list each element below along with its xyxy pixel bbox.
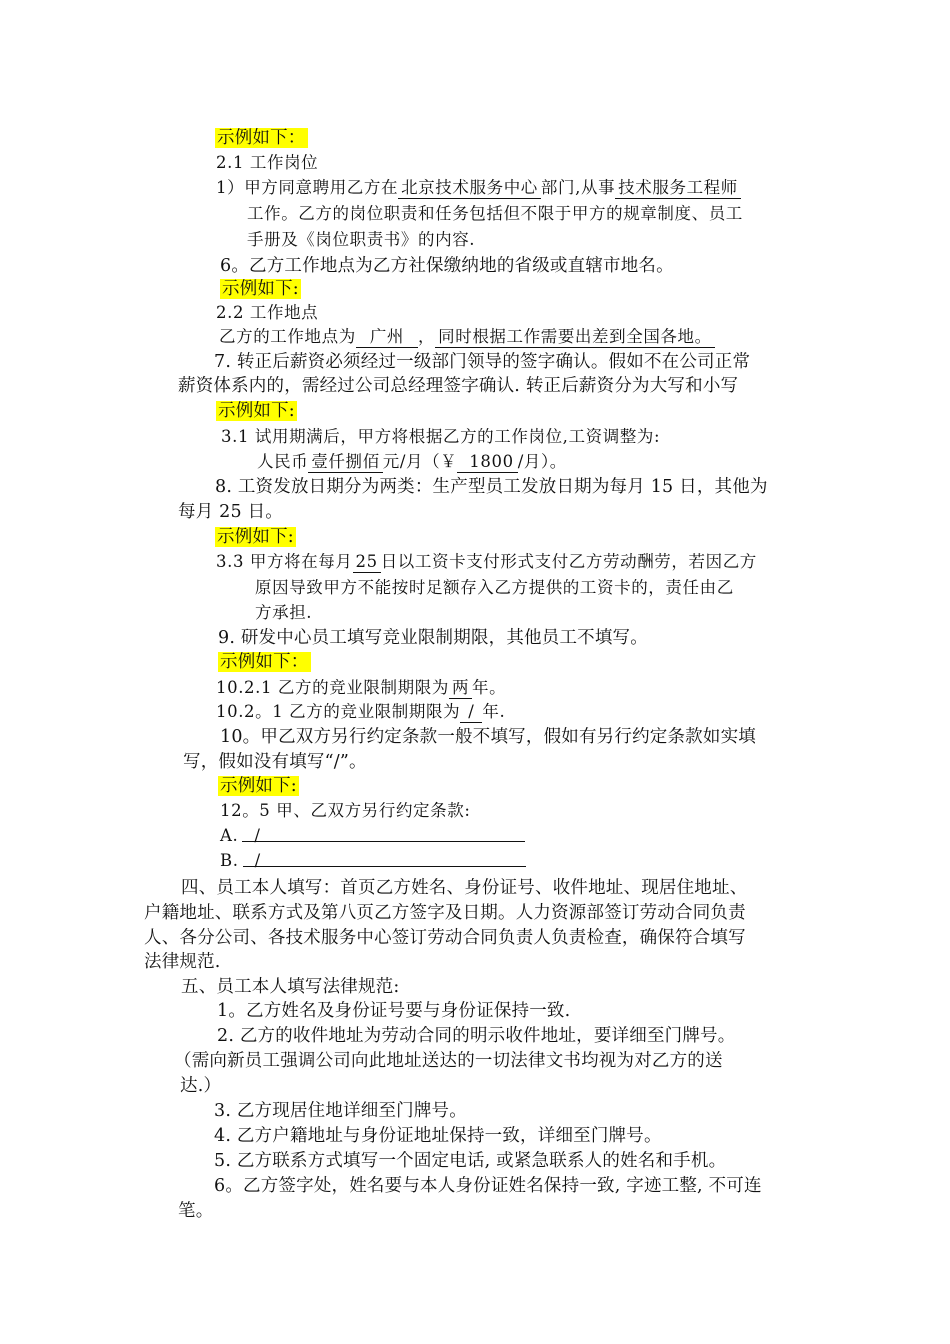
filled-value: 壹仟捌佰 <box>308 452 382 473</box>
list-item: 达.） <box>180 1076 222 1096</box>
text-line: 方承担. <box>255 603 313 622</box>
blank-line-b: B. / <box>220 848 526 874</box>
list-item: 1。乙方姓名及身份证号要与身份证保持一致. <box>217 1001 571 1021</box>
text-line: 10.2。1 乙方的竞业限制期限为 / 年. <box>216 702 506 721</box>
text-line: 原因导致甲方不能按时足额存入乙方提供的工资卡的，责任由乙 <box>255 578 734 597</box>
text-line: 手册及《岗位职责书》的内容. <box>247 230 476 249</box>
text-line: 3.3 甲方将在每月 25 日以工资卡支付形式支付乙方劳动酬劳，若因乙方 <box>216 552 757 571</box>
filled-value: 北京技术服务中心 <box>398 178 541 199</box>
example-label: 示例如下: <box>217 527 294 547</box>
section-paragraph: 户籍地址、联系方式及第八页乙方签字及日期。人力资源部签订劳动合同负责 <box>144 903 746 923</box>
blank-line-a: A. / <box>220 823 525 849</box>
filled-value: 技术服务工程师 <box>615 178 741 199</box>
instruction-note: 写，假如没有填写“/”。 <box>183 752 367 772</box>
text-line: 乙方的工作地点为 广州 ， 同时根据工作需要出差到全国各地。 <box>219 324 715 350</box>
fill-blank: / <box>243 848 526 867</box>
example-label: 示例如下: <box>222 279 299 299</box>
text-line: 12。5 甲、乙双方另行约定条款: <box>220 801 471 820</box>
section-paragraph: 法律规范. <box>144 952 221 972</box>
instruction-note: 10。甲乙双方另行约定条款一般不填写，假如有另行约定条款如实填 <box>220 727 756 747</box>
section-paragraph: 人、各分公司、各技术服务中心签订劳动合同负责人负责检查，确保符合填写 <box>144 928 746 948</box>
text-line: 10.2.1 乙方的竞业限制期限为 两 年。 <box>216 678 507 697</box>
filled-value: 1800 <box>457 452 517 473</box>
list-item: 4. 乙方户籍地址与身份证地址保持一致，详细至门牌号。 <box>214 1126 662 1146</box>
text-line: 工作。乙方的岗位职责和任务包括但不限于甲方的规章制度、员工 <box>247 204 743 223</box>
list-item: 2. 乙方的收件地址为劳动合同的明示收件地址，要详细至门牌号。 <box>217 1026 736 1046</box>
example-label: 示例如下： <box>220 652 309 672</box>
filled-value: 同时根据工作需要出差到全国各地。 <box>435 327 715 348</box>
section-heading: 2.1 工作岗位 <box>216 153 319 172</box>
list-item: 3. 乙方现居住地详细至门牌号。 <box>214 1101 467 1121</box>
list-item: 5. 乙方联系方式填写一个固定电话, 或紧急联系人的姓名和手机。 <box>214 1151 727 1171</box>
instruction-note: 7. 转正后薪资必须经过一级部门领导的签字确认。假如不在公司正常 <box>214 352 751 372</box>
filled-value: / <box>460 702 482 723</box>
list-item: 6。乙方签字处，姓名要与本人身份证姓名保持一致, 字迹工整, 不可连 <box>214 1176 762 1196</box>
filled-value: 25 <box>353 552 381 573</box>
example-label: 示例如下： <box>217 128 306 148</box>
section-heading: 五、员工本人填写法律规范: <box>181 977 400 997</box>
instruction-note: 8. 工资发放日期分为两类：生产型员工发放日期为每月 15 日，其他为 <box>215 477 768 497</box>
example-label: 示例如下: <box>220 776 297 796</box>
text-line: 1）甲方同意聘用乙方在 北京技术服务中心 部门,从事 技术服务工程师 <box>216 175 741 201</box>
list-item: 笔。 <box>178 1201 214 1221</box>
section-paragraph: 四、员工本人填写：首页乙方姓名、身份证号、收件地址、现居住地址、 <box>181 878 748 898</box>
text-line: 人民币 壹仟捌佰 元/月（￥ 1800 /月）。 <box>257 452 567 471</box>
filled-value: 广州 <box>356 327 418 348</box>
instruction-note: 6。乙方工作地点为乙方社保缴纳地的省级或直辖市地名。 <box>220 256 674 276</box>
instruction-note: 薪资体系内的，需经过公司总经理签字确认. 转正后薪资分为大写和小写 <box>178 376 739 396</box>
section-heading: 2.2 工作地点 <box>216 303 319 322</box>
fill-blank: / <box>242 823 525 842</box>
instruction-note: 9. 研发中心员工填写竞业限制期限，其他员工不填写。 <box>218 628 648 648</box>
filled-value: 两 <box>449 678 472 699</box>
text-line: 3.1 试用期满后，甲方将根据乙方的工作岗位,工资调整为: <box>221 427 661 446</box>
list-item: （需向新员工强调公司向此地址送达的一切法律文书均视为对乙方的送 <box>174 1051 723 1071</box>
example-label: 示例如下: <box>218 401 295 421</box>
instruction-note: 每月 25 日。 <box>178 502 283 522</box>
